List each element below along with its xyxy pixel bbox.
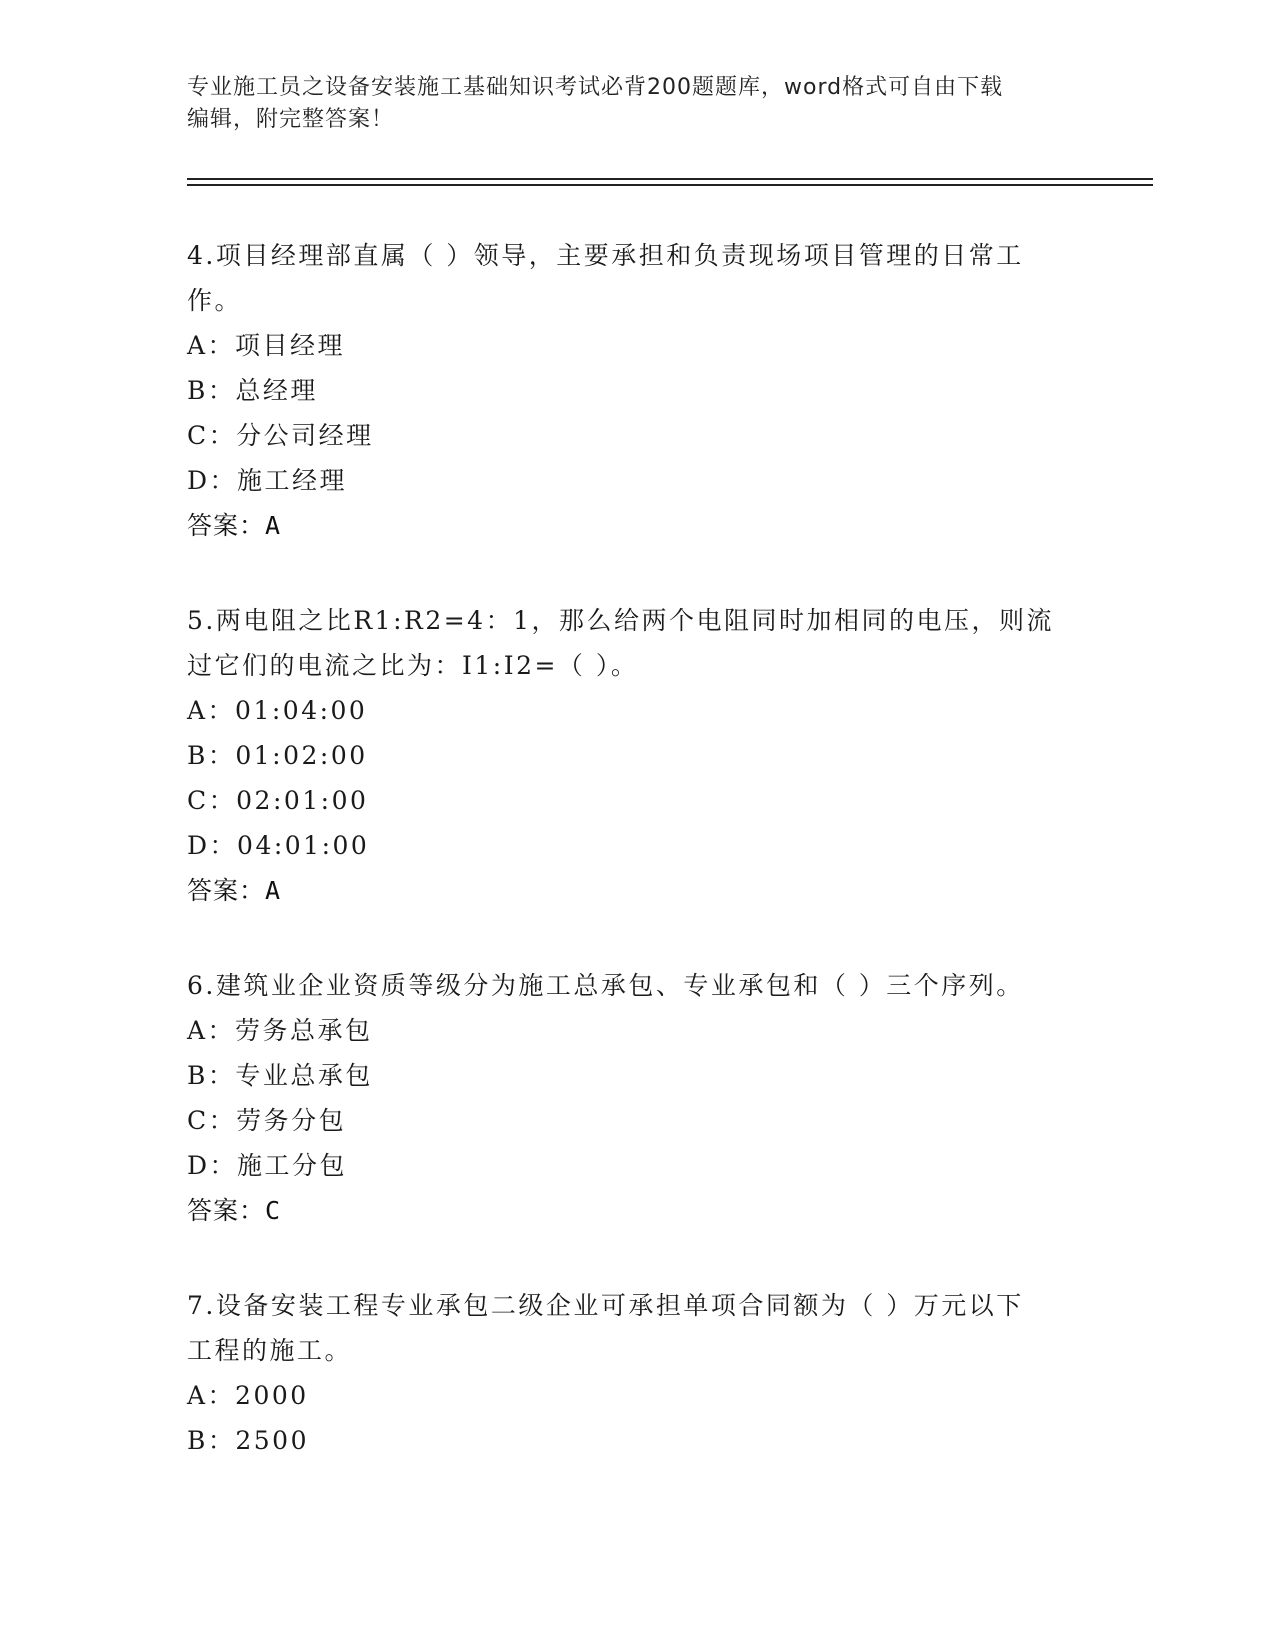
question-5 (187, 598, 1087, 914)
question-stem-line: 6.建筑业企业资质等级分为施工总承包、专业承包和（ ）三个序列。 (187, 971, 1024, 1000)
option-b: B：专业总承包 (187, 1061, 373, 1090)
option-a: A：01:04:00 (187, 696, 368, 725)
question-7 (187, 1283, 1087, 1463)
question-stem-line: 4.项目经理部直属（ ）领导，主要承担和负责现场项目管理的日常工 (187, 241, 1024, 270)
question-stem-line: 过它们的电流之比为：I1:I2=（ ）。 (187, 651, 639, 680)
question-stem-line: 作。 (187, 286, 243, 315)
answer-line (187, 868, 1087, 914)
answer-line (187, 1188, 1087, 1234)
question-stem-line: 7.设备安装工程专业承包二级企业可承担单项合同额为（ ）万元以下 (187, 1291, 1024, 1320)
option-c: C：分公司经理 (187, 421, 374, 450)
option-b: B：总经理 (187, 376, 318, 405)
option-d: D：施工经理 (187, 466, 348, 495)
option-c: C：02:01:00 (187, 786, 369, 815)
option-d: D：04:01:00 (187, 831, 370, 860)
question-4 (187, 233, 1087, 549)
answer-label: 答案： (187, 1196, 266, 1225)
option-c: C：劳务分包 (187, 1106, 347, 1135)
header-line-2: 编辑，附完整答案！ (187, 107, 395, 132)
header-divider-bottom (187, 184, 1153, 186)
question-stem-line: 工程的施工。 (187, 1336, 353, 1365)
option-b: B：01:02:00 (187, 741, 368, 770)
answer-line (187, 503, 1087, 549)
answer-value: A (265, 511, 282, 540)
document-header (187, 72, 1087, 136)
answer-value: C (265, 1196, 282, 1225)
option-a: A：项目经理 (187, 331, 346, 360)
option-a: A：劳务总承包 (187, 1016, 373, 1045)
option-b: B：2500 (187, 1426, 309, 1455)
answer-label: 答案： (187, 876, 266, 905)
question-6 (187, 963, 1087, 1234)
answer-value: A (265, 876, 282, 905)
answer-label: 答案： (187, 511, 266, 540)
option-d: D：施工分包 (187, 1151, 348, 1180)
header-line-1: 专业施工员之设备安装施工基础知识考试必背200题题库，word格式可自由下载 (187, 75, 1004, 100)
option-a: A：2000 (187, 1381, 309, 1410)
header-divider-top (187, 178, 1153, 180)
question-stem-line: 5.两电阻之比R1:R2=4：1，那么给两个电阻同时加相同的电压，则流 (187, 606, 1054, 635)
